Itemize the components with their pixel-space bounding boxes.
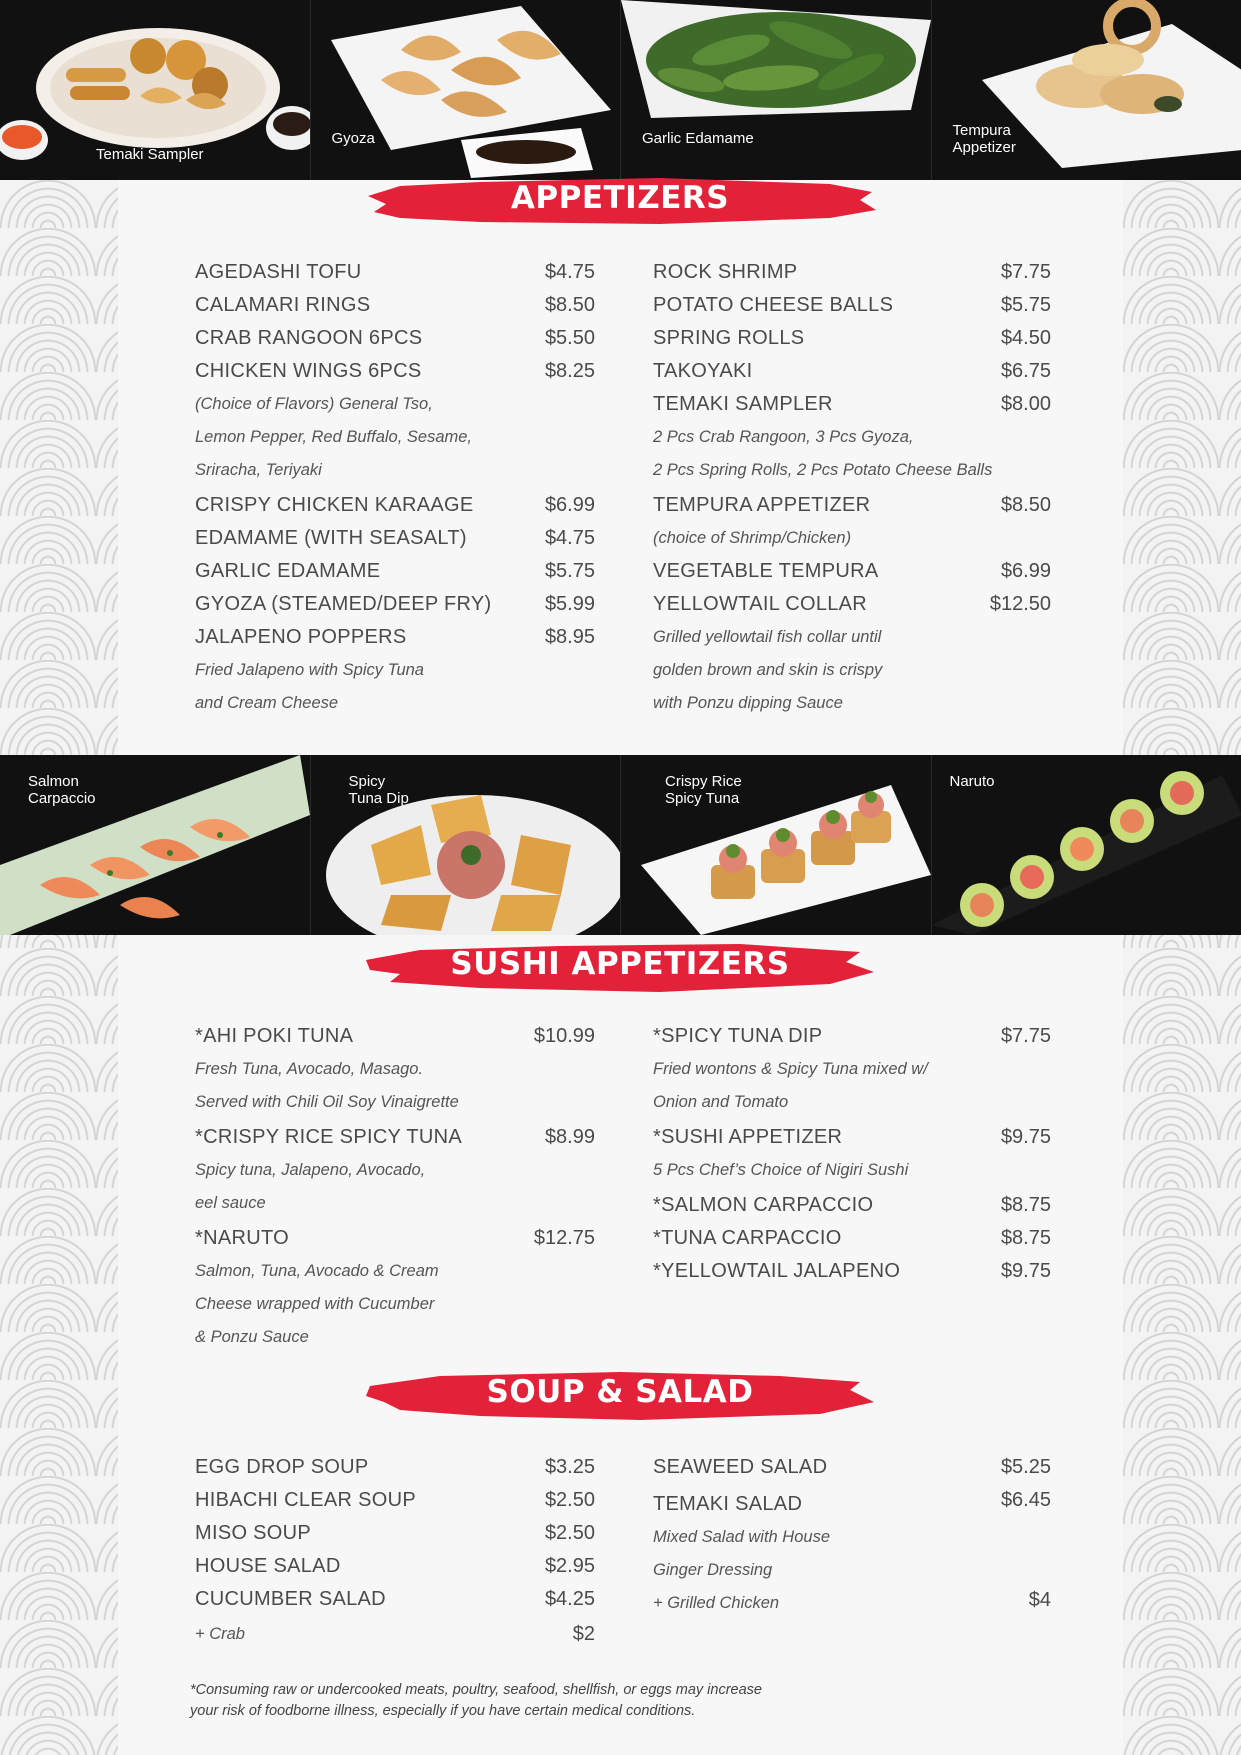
garlic-edamame-image	[621, 0, 931, 180]
item-price: $6.45	[1000, 1489, 1051, 1511]
item-price: $6.99	[544, 494, 595, 516]
menu-item-addon	[653, 1587, 1051, 1620]
menu-item	[195, 355, 595, 487]
photo-caption: Salmon Carpaccio	[28, 773, 96, 807]
item-name: *SUSHI APPETIZER	[653, 1126, 843, 1148]
item-price: $2.50	[544, 1522, 595, 1544]
menu-item	[195, 555, 595, 588]
item-price: $4.25	[544, 1588, 595, 1610]
appetizers-heading-banner	[360, 166, 880, 236]
addon-name: + Crab	[195, 1625, 245, 1643]
item-price: $5.75	[1000, 294, 1051, 316]
sushi-appetizers-heading-banner	[360, 932, 880, 1002]
menu-item	[653, 555, 1051, 588]
soup-salad-left-column	[195, 1451, 595, 1651]
item-price: $8.25	[544, 360, 595, 382]
item-price: $7.75	[1000, 1025, 1051, 1047]
appetizers-left-column	[195, 256, 595, 720]
item-price: $8.50	[1000, 494, 1051, 516]
item-name: *AHI POKI TUNA	[195, 1025, 354, 1047]
item-price: $4	[1028, 1589, 1051, 1611]
menu-item	[653, 256, 1051, 289]
raw-food-disclaimer: *Consuming raw or undercooked meats, poultry, seafood, shellfish, or eggs may increase your risk of foodborne illness, especially if you have certain medical conditions.	[190, 1682, 762, 1719]
item-price: $8.50	[544, 294, 595, 316]
item-price: $8.99	[544, 1126, 595, 1148]
item-description: Served with Chili Oil Soy Vinaigrette	[195, 1093, 459, 1111]
menu-item-addon	[195, 1618, 595, 1651]
item-description: Salmon, Tuna, Avocado & Cream	[195, 1262, 439, 1280]
menu-item	[195, 322, 595, 355]
photo-crispy-rice-spicy-tuna	[621, 755, 932, 935]
item-name: CALAMARI RINGS	[195, 294, 371, 316]
item-name: *SALMON CARPACCIO	[653, 1194, 874, 1216]
item-description: Fried wontons & Spicy Tuna mixed w/	[653, 1060, 928, 1078]
menu-item	[195, 256, 595, 289]
menu-item	[195, 588, 595, 621]
sushi-appetizers-left-column	[195, 1020, 595, 1354]
section-title: SOUP & SALAD	[486, 1374, 754, 1410]
item-description: Fried Jalapeno with Spicy Tuna	[195, 661, 424, 679]
item-price: $3.25	[544, 1456, 595, 1478]
item-price: $8.75	[1000, 1194, 1051, 1216]
menu-item	[653, 388, 1051, 487]
menu-item	[195, 489, 595, 522]
item-name: *NARUTO	[195, 1227, 289, 1249]
item-description: golden brown and skin is crispy	[653, 661, 883, 679]
item-description: (choice of Shrimp/Chicken)	[653, 529, 852, 547]
item-name: POTATO CHEESE BALLS	[653, 294, 894, 316]
menu-item	[653, 489, 1051, 555]
item-description: Sriracha, Teriyaki	[195, 461, 322, 479]
item-name: JALAPENO POPPERS	[195, 626, 407, 648]
menu-item	[195, 1451, 595, 1484]
item-price: $6.75	[1000, 360, 1051, 382]
item-price: $4.75	[544, 527, 595, 549]
menu-item	[195, 289, 595, 322]
photo-gyoza	[311, 0, 622, 180]
decorative-wave-pattern-left	[0, 180, 118, 1755]
item-price: $12.75	[533, 1227, 595, 1249]
item-description: Fresh Tuna, Avocado, Masago.	[195, 1060, 424, 1078]
item-name: ROCK SHRIMP	[653, 261, 798, 283]
menu-item	[195, 522, 595, 555]
item-price: $8.00	[1000, 393, 1051, 415]
menu-item	[653, 1255, 1051, 1288]
item-name: SPRING ROLLS	[653, 327, 805, 349]
photo-caption: Tempura Appetizer	[952, 122, 1016, 156]
photo-tempura-appetizer	[932, 0, 1241, 180]
menu-item	[653, 289, 1051, 322]
item-name: CUCUMBER SALAD	[195, 1588, 386, 1610]
item-name: MISO SOUP	[195, 1522, 312, 1544]
item-description: with Ponzu dipping Sauce	[653, 694, 843, 712]
menu-item	[195, 1222, 595, 1354]
item-price: $8.95	[544, 626, 595, 648]
item-name: AGEDASHI TOFU	[195, 261, 362, 283]
photo-salmon-carpaccio	[0, 755, 311, 935]
item-price: $6.99	[1000, 560, 1051, 582]
item-price: $12.50	[989, 593, 1051, 615]
menu-item	[653, 1488, 1051, 1587]
soup-salad-right-column	[653, 1451, 1051, 1620]
section-title: APPETIZERS	[510, 180, 730, 216]
item-description: eel sauce	[195, 1194, 266, 1212]
menu-item	[653, 1451, 1051, 1484]
menu-item	[653, 1020, 1051, 1119]
menu-item	[653, 322, 1051, 355]
item-description: 2 Pcs Spring Rolls, 2 Pcs Potato Cheese Balls	[653, 461, 993, 479]
sushi-appetizers-right-column	[653, 1020, 1051, 1288]
item-description: Cheese wrapped with Cucumber	[195, 1295, 435, 1313]
item-name: SEAWEED SALAD	[653, 1456, 828, 1478]
item-name: GARLIC EDAMAME	[195, 560, 381, 582]
item-price: $9.75	[1000, 1260, 1051, 1282]
item-name: CRAB RANGOON 6PCS	[195, 327, 423, 349]
photo-temaki-sampler	[0, 0, 311, 180]
item-description: Lemon Pepper, Red Buffalo, Sesame,	[195, 428, 473, 446]
menu-item	[653, 1222, 1051, 1255]
item-name: YELLOWTAIL COLLAR	[653, 593, 868, 615]
item-description: 2 Pcs Crab Rangoon, 3 Pcs Gyoza,	[653, 428, 914, 446]
item-name: EDAMAME (WITH SEASALT)	[195, 527, 467, 549]
item-name: HOUSE SALAD	[195, 1555, 341, 1577]
item-description: & Ponzu Sauce	[195, 1328, 309, 1346]
soup-salad-heading-banner	[360, 1360, 880, 1430]
item-description: Mixed Salad with House	[653, 1528, 831, 1546]
menu-item	[653, 1121, 1051, 1187]
item-description: Grilled yellowtail fish collar until	[653, 628, 882, 646]
menu-item	[195, 1484, 595, 1517]
photo-caption: Gyoza	[331, 130, 375, 147]
item-description: Onion and Tomato	[653, 1093, 789, 1111]
item-name: TEMAKI SALAD	[653, 1493, 803, 1515]
item-price: $5.99	[544, 593, 595, 615]
menu-item	[195, 1020, 595, 1119]
item-name: VEGETABLE TEMPURA	[653, 560, 879, 582]
item-name: EGG DROP SOUP	[195, 1456, 369, 1478]
item-name: TEMAKI SAMPLER	[653, 393, 833, 415]
item-description: Ginger Dressing	[653, 1561, 773, 1579]
middle-photo-strip	[0, 755, 1241, 935]
menu-item	[195, 1583, 595, 1616]
menu-item	[195, 1517, 595, 1550]
item-name: TEMPURA APPETIZER	[653, 494, 871, 516]
appetizers-right-column	[653, 256, 1051, 720]
gyoza-image	[311, 0, 621, 180]
menu-item	[195, 1550, 595, 1583]
item-price: $2.95	[544, 1555, 595, 1577]
photo-caption: Garlic Edamame	[642, 130, 754, 147]
menu-item	[195, 621, 595, 720]
photo-spicy-tuna-dip	[311, 755, 622, 935]
item-price: $9.75	[1000, 1126, 1051, 1148]
item-name: CHICKEN WINGS 6PCS	[195, 360, 422, 382]
decorative-wave-pattern-right	[1123, 180, 1241, 1755]
menu-item	[195, 1121, 595, 1220]
item-description: and Cream Cheese	[195, 694, 339, 712]
item-price: $5.25	[1000, 1456, 1051, 1478]
item-name: *SPICY TUNA DIP	[653, 1025, 823, 1047]
item-name: HIBACHI CLEAR SOUP	[195, 1489, 417, 1511]
item-name: GYOZA (STEAMED/DEEP FRY)	[195, 593, 492, 615]
item-description: Spicy tuna, Jalapeno, Avocado,	[195, 1161, 426, 1179]
item-price: $8.75	[1000, 1227, 1051, 1249]
item-price: $5.50	[544, 327, 595, 349]
photo-caption: Spicy Tuna Dip	[348, 773, 409, 807]
item-price: $4.75	[544, 261, 595, 283]
item-description: (Choice of Flavors) General Tso,	[195, 395, 433, 413]
item-name: *CRISPY RICE SPICY TUNA	[195, 1126, 462, 1148]
menu-item	[653, 355, 1051, 388]
photo-caption: Temaki Sampler	[96, 146, 204, 163]
item-name: TAKOYAKI	[653, 360, 753, 382]
item-price: $5.75	[544, 560, 595, 582]
item-price: $10.99	[533, 1025, 595, 1047]
item-name: *TUNA CARPACCIO	[653, 1227, 842, 1249]
item-price: $7.75	[1000, 261, 1051, 283]
photo-caption: Naruto	[949, 773, 995, 790]
menu-item	[653, 1189, 1051, 1222]
item-name: *YELLOWTAIL JALAPENO	[653, 1260, 901, 1282]
photo-naruto	[932, 755, 1241, 935]
item-description: 5 Pcs Chef’s Choice of Nigiri Sushi	[653, 1161, 909, 1179]
item-price: $4.50	[1000, 327, 1051, 349]
item-name: CRISPY CHICKEN KARAAGE	[195, 494, 474, 516]
item-price: $2	[572, 1623, 595, 1645]
top-photo-strip	[0, 0, 1241, 180]
photo-garlic-edamame	[621, 0, 932, 180]
section-title: SUSHI APPETIZERS	[450, 946, 790, 982]
item-price: $2.50	[544, 1489, 595, 1511]
addon-name: + Grilled Chicken	[653, 1594, 780, 1612]
photo-caption: Crispy Rice Spicy Tuna	[665, 773, 742, 807]
menu-item	[653, 588, 1051, 720]
